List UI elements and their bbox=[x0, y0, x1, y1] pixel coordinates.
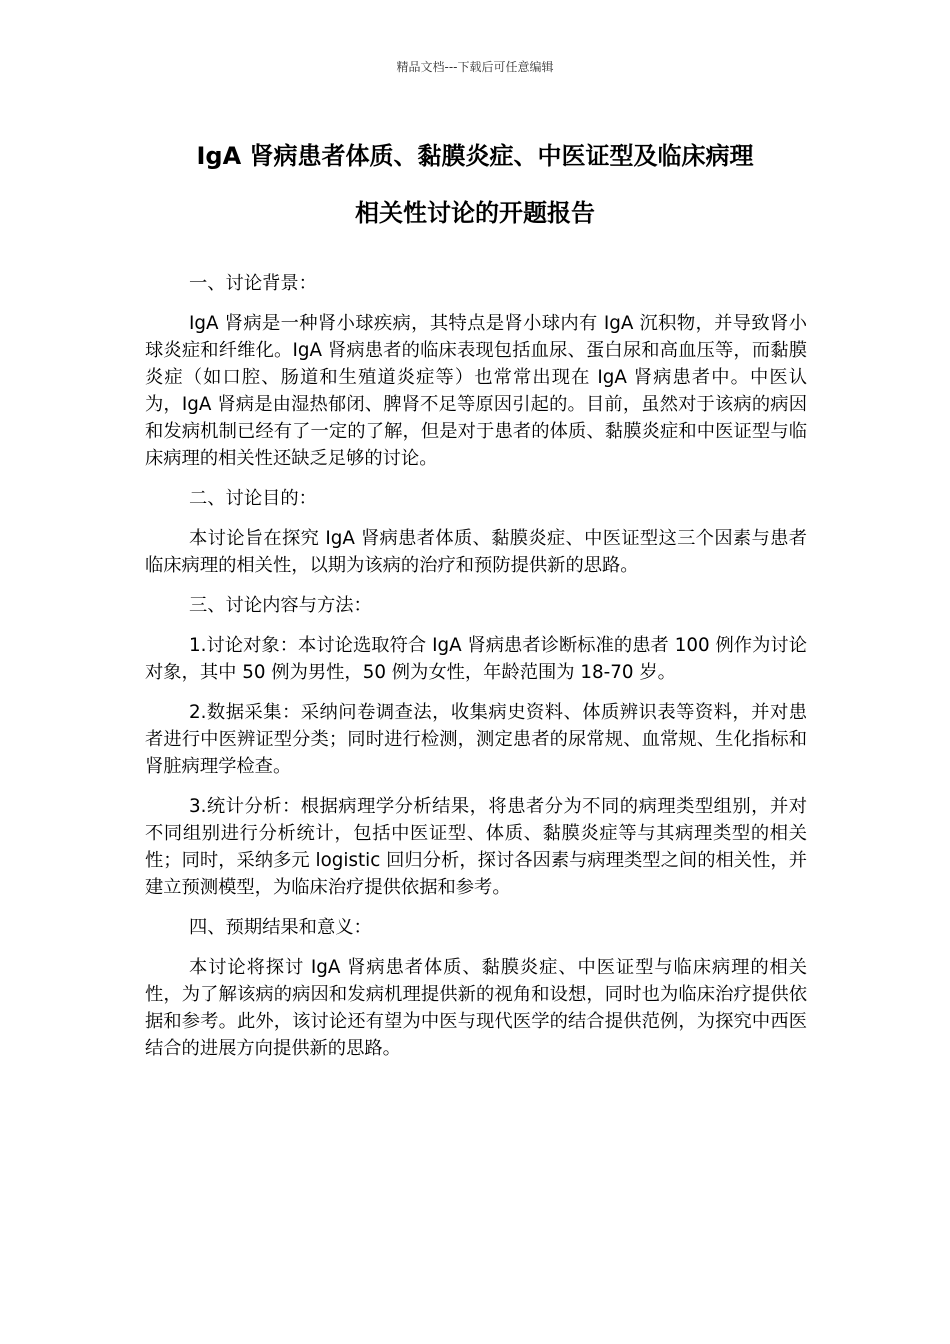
section-heading-results: 四、预期结果和意义： bbox=[189, 917, 372, 938]
paragraph-background: IgA 肾病是一种肾小球疾病，其特点是肾小球内有 IgA 沉积物，并导致肾小球炎症和纤维化。IgA 肾病患者的临床表现包括血尿、蛋白尿和高血压等，而黏膜炎症（如口腔、肠道和生殖道炎症等）也常常出现在 IgA 肾病患者中。中医认为，IgA 肾病是由湿热郁闭、脾肾不足等原因引起的。目前，虽然对于该病的病因和发病机制已经有了一定的了解，但是对于患者的体质、黏膜炎症和中医证型与临床病理的相关性还缺乏足够的讨论。 bbox=[145, 313, 807, 469]
section-heading-background: 一、讨论背景： bbox=[189, 273, 317, 294]
paragraph-subjects: 1.讨论对象：本讨论选取符合 IgA 肾病患者诊断标准的患者 100 例作为讨论对象，其中 50 例为男性，50 例为女性，年龄范围为 18-70 岁。 bbox=[145, 635, 807, 683]
paragraph-results: 本讨论将探讨 IgA 肾病患者体质、黏膜炎症、中医证型与临床病理的相关性，为了解该病的病因和发病机理提供新的视角和设想，同时也为临床治疗提供依据和参考。此外，该讨论还有望为中医与现代医学的结合提供范例，为探究中西医结合的进展方向提供新的思路。 bbox=[145, 957, 807, 1059]
section-heading-purpose: 二、讨论目的： bbox=[189, 488, 317, 509]
title-line-2: 相关性讨论的开题报告 bbox=[355, 199, 595, 227]
paragraph-purpose: 本讨论旨在探究 IgA 肾病患者体质、黏膜炎症、中医证型这三个因素与患者临床病理的相关性，以期为该病的治疗和预防提供新的思路。 bbox=[145, 528, 807, 576]
paragraph-statistics: 3.统计分析：根据病理学分析结果，将患者分为不同的病理类型组别，并对不同组别进行分析统计，包括中医证型、体质、黏膜炎症等与其病理类型的相关性；同时，采纳多元 logistic 回归分析，探讨各因素与病理类型之间的相关性，并建立预测模型，为临床治疗提供依据和参考。 bbox=[145, 796, 807, 898]
paragraph-data-collection: 2.数据采集：采纳问卷调查法，收集病史资料、体质辨识表等资料，并对患者进行中医辨证型分类；同时进行检测，测定患者的尿常规、血常规、生化指标和肾脏病理学检查。 bbox=[145, 702, 807, 777]
document-title bbox=[145, 128, 805, 242]
document-body bbox=[145, 270, 807, 1075]
header-note: 精品文档---下载后可任意编辑 bbox=[396, 60, 554, 74]
title-line-1: IgA 肾病患者体质、黏膜炎症、中医证型及临床病理 bbox=[196, 142, 754, 170]
section-heading-methods: 三、讨论内容与方法： bbox=[189, 595, 372, 616]
